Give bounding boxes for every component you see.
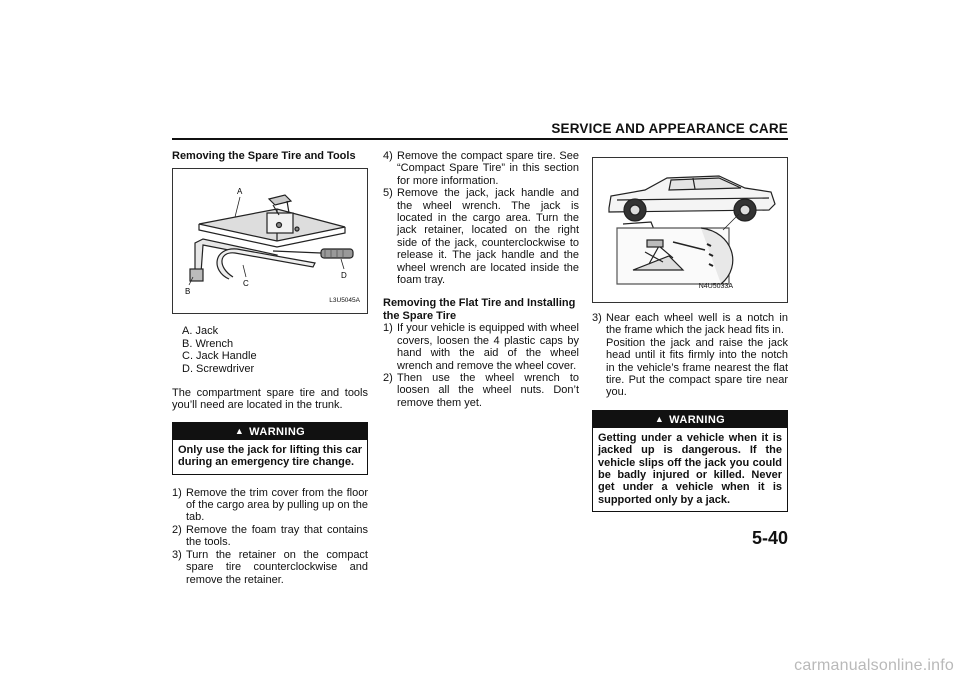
list-item [172,549,368,586]
step-number: 3) [172,548,182,561]
steps-list [592,312,788,399]
steps-list [383,322,579,409]
legend-item: A. Jack [182,325,219,338]
step-number: 2) [383,371,393,384]
warning-box [592,410,788,512]
step-text: Remove the jack, jack handle and the wheel wrench. The jack is located in the cargo area. Turn the jack retainer, located on the right side of the jack, counterclockwise to release it. The jack handle and the wheel wrench are located inside the foam tray. [397,187,579,287]
step-number: 3) [592,312,602,324]
warning-triangle-icon: ▲ [234,425,245,436]
step-text: Position the jack and raise the jack head until it fits firmly into the notch in the vehicle’s frame nearest the flat tire. Put the compact spare tire near you. [606,336,788,399]
figure-code: L3U5045A [329,297,360,304]
figure-code: N4U5033A [698,282,733,290]
car-jack-illustration [593,158,789,304]
list-item [592,312,788,399]
warning-text: Only use the jack for lifting this car during an emergency tire change. [178,443,362,469]
left-column [172,150,368,586]
step-text: Near each wheel well is a notch in the frame which the jack head fits in. [606,312,788,337]
warning-box [172,422,368,475]
warning-title: WARNING [249,425,306,438]
step-text: Remove the trim cover from the floor of the cargo area by pulling up on the tab. [186,486,368,524]
warning-title: WARNING [669,413,726,426]
tools-illustration [173,169,369,315]
watermark: carmanualsonline.info [794,657,954,674]
step-number: 1) [172,486,182,499]
warning-triangle-icon: ▲ [654,413,665,424]
figure-label-c: C [243,279,249,289]
legend-item: C. Jack Handle [182,350,257,363]
tools-figure [172,168,368,314]
step-number: 2) [172,523,182,536]
step-number: 4) [383,150,393,162]
list-item [383,187,579,286]
page-header-title: SERVICE AND APPEARANCE CARE [551,121,788,136]
legend-item: B. Wrench [182,337,234,350]
step-text: Turn the retainer on the compact spare tire counterclockwise and remove the retainer. [186,548,368,586]
list-item [172,487,368,524]
step-text: Remove the foam tray that contains the tools. [186,523,368,549]
warning-header [593,411,787,428]
intro-paragraph: The compartment spare tire and tools you’ll need are located in the trunk. [172,387,368,412]
list-item [383,150,579,187]
step-number: 5) [383,187,393,200]
right-column [592,157,788,512]
step-number: 1) [383,322,393,335]
figure-label-b: B [185,287,191,297]
list-item [383,372,579,409]
list-item [172,524,368,549]
figure-legend [172,325,368,375]
section-heading-flat-tire: Removing the Flat Tire and Installing the Spare Tire [383,297,576,322]
section-heading-spare-tire: Removing the Spare Tire and Tools [172,150,356,162]
warning-header [173,423,367,440]
figure-label-d: D [341,271,347,281]
steps-list [383,150,579,286]
figure-label-a: A [237,187,243,197]
step-text: Then use the wheel wrench to loosen all the wheel nuts. Don’t remove them yet. [397,371,579,409]
middle-column [383,150,579,409]
car-jack-figure [592,157,788,303]
header-rule [172,138,788,140]
step-text: Remove the compact spare tire. See “Compact Spare Tire” in this section for more information. [397,150,579,187]
page-number: 5-40 [751,528,788,548]
legend-item: D. Screwdriver [182,362,255,375]
list-item [383,322,579,372]
step-text: If your vehicle is equipped with wheel covers, loosen the 4 plastic caps by hand with the aid of the wheel wrench and remove the wheel cover. [397,322,579,372]
steps-list [172,487,368,586]
warning-text: Getting under a vehicle when it is jacked up is dangerous. If the vehicle slips off the jack you could be badly injured or killed. Never get under a vehicle when it is supported only by a jack. [598,431,782,506]
